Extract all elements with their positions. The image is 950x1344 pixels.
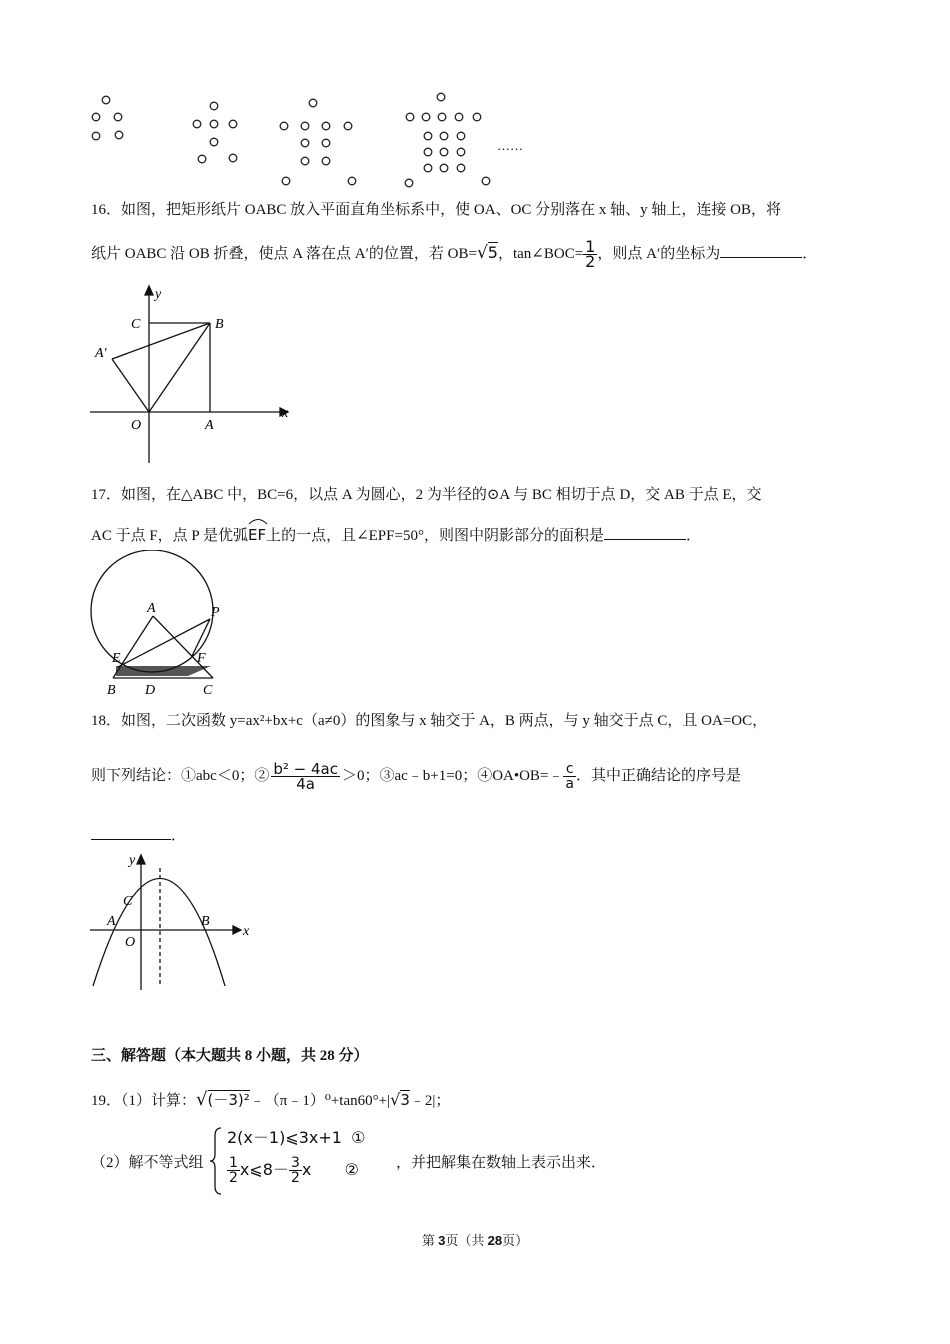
pattern-dot bbox=[422, 113, 430, 121]
q16-y-arrow bbox=[145, 286, 153, 295]
q17-answer-blank bbox=[604, 525, 686, 540]
q19-part1 bbox=[91, 1089, 450, 1112]
q18-frac2-den: a bbox=[565, 776, 574, 792]
pattern-dot bbox=[406, 113, 414, 121]
q17-text2b: 上的一点，且∠EPF=50°，则图中阴影部分的面积是 bbox=[266, 528, 604, 544]
sqrt-symbol: √ bbox=[196, 1089, 208, 1110]
q19-ineq2-frac2 bbox=[289, 1156, 302, 1185]
pattern-ellipsis: …… bbox=[497, 138, 523, 153]
q18-frac-num: b² − 4ac bbox=[273, 760, 338, 778]
q19-sqrt3-content: 3 bbox=[400, 1091, 410, 1109]
q18-figure bbox=[85, 850, 260, 995]
q16-text2c: ，则点 A′的坐标为 bbox=[597, 245, 721, 262]
q17-text1: 17．如图，在△ABC 中，BC=6，以点 A 为圆心，2 为半径的⊙A 与 BC 相切于点 D，交 AB 于点 E，交 bbox=[91, 487, 762, 503]
footer-page-number: 3 bbox=[438, 1233, 446, 1248]
q19-part1-end: ﹣2|； bbox=[409, 1093, 451, 1109]
q18-line1 bbox=[91, 710, 767, 732]
footer-pre: 第 bbox=[421, 1233, 439, 1248]
q17-label-D: D bbox=[145, 683, 156, 698]
q18-text2b: ＞0；③ac﹣b+1=0；④OA•OB=﹣ bbox=[341, 767, 564, 784]
q16-label-A: A bbox=[205, 418, 214, 433]
q16-figure bbox=[85, 283, 295, 468]
q16-line1 bbox=[91, 199, 781, 221]
pattern-dot bbox=[210, 102, 218, 110]
q17-label-A: A bbox=[147, 601, 156, 616]
q17-label-P: P bbox=[211, 605, 220, 620]
pattern-dot bbox=[473, 113, 481, 121]
q16-label-B: B bbox=[215, 317, 224, 332]
pattern-dot bbox=[115, 131, 123, 139]
q19-ineq2-num1: 1 bbox=[229, 1155, 238, 1171]
q17-line1 bbox=[91, 484, 762, 506]
q18-period: ． bbox=[171, 828, 187, 844]
pattern-dot bbox=[437, 93, 445, 101]
pattern-dot bbox=[280, 122, 288, 130]
q19-part2-label: （2）解不等式组 bbox=[91, 1155, 204, 1171]
pattern-dot bbox=[92, 113, 100, 121]
pattern-dot bbox=[457, 164, 465, 172]
q18-text2c: ．其中正确结论的序号是 bbox=[576, 767, 742, 784]
q16-fraction bbox=[583, 237, 597, 271]
q17-label-F: F bbox=[197, 651, 206, 666]
q16-line-OB bbox=[149, 323, 210, 412]
pattern-dot bbox=[114, 113, 122, 121]
sqrt-symbol: √ bbox=[390, 1090, 401, 1109]
q17-arc-label: EF bbox=[247, 526, 267, 544]
q16-frac-num: 1 bbox=[585, 237, 596, 256]
q16-line2 bbox=[91, 237, 818, 271]
q18-parabola bbox=[93, 879, 225, 987]
q19-ineq2-text: x⩽8－ bbox=[239, 1160, 289, 1179]
q16-text1: 16．如图，把矩形纸片 OABC 放入平面直角坐标系中，使 OA、OC 分别落在 x 轴、y 轴上，连接 OB，将 bbox=[91, 202, 782, 218]
q18-label-C: C bbox=[123, 894, 133, 909]
pattern-dot bbox=[210, 138, 218, 146]
pattern-dot bbox=[482, 177, 490, 185]
footer-post: 页） bbox=[502, 1233, 529, 1248]
q19-part1-text: ﹣（π﹣1）⁰+tan60°+| bbox=[249, 1093, 391, 1109]
q18-answer-blank bbox=[91, 825, 171, 840]
q16-label-C: C bbox=[131, 317, 141, 332]
q16-line-OA1 bbox=[112, 359, 149, 412]
q18-fraction2 bbox=[563, 762, 576, 791]
q19-ineq2-den1: 2 bbox=[229, 1170, 238, 1186]
q18-x-arrow bbox=[233, 926, 241, 934]
pattern-dot bbox=[440, 164, 448, 172]
q16-label-y: y bbox=[155, 287, 162, 302]
footer-total-pages: 28 bbox=[487, 1233, 503, 1248]
sqrt-symbol: √ bbox=[476, 242, 488, 263]
q19-part1-label: 19．（1）计算： bbox=[91, 1093, 197, 1109]
pattern-dot bbox=[229, 120, 237, 128]
pattern-dot bbox=[322, 139, 330, 147]
q17-arc-EF bbox=[248, 522, 266, 547]
q17-line2 bbox=[91, 522, 701, 547]
q16-label-x: x bbox=[282, 406, 289, 421]
pattern-dot bbox=[440, 132, 448, 140]
section3-title: 三、解答题（本大题共 8 小题，共 28 分） bbox=[91, 1048, 369, 1064]
pattern-dot bbox=[282, 177, 290, 185]
pattern-dot bbox=[229, 154, 237, 162]
q16-sqrt-value: 5 bbox=[487, 242, 498, 262]
pattern-dot bbox=[440, 148, 448, 156]
pattern-dot bbox=[457, 132, 465, 140]
pattern-dot bbox=[102, 96, 110, 104]
pattern-dot bbox=[301, 157, 309, 165]
q16-text2b: ，tan∠BOC= bbox=[497, 245, 584, 262]
q17-text2a: AC 于点 F，点 P 是优弧 bbox=[91, 528, 248, 544]
pattern-dot bbox=[198, 155, 206, 163]
q19-ineq1-tag: ① bbox=[351, 1128, 366, 1147]
q17-label-B: B bbox=[107, 683, 116, 698]
pattern-dot bbox=[424, 132, 432, 140]
footer-mid: 页（共 bbox=[445, 1233, 488, 1248]
q19-inequality-2 bbox=[227, 1156, 359, 1185]
q18-label-x: x bbox=[243, 924, 250, 939]
pattern-dot bbox=[438, 113, 446, 121]
q19-part2-end: ，并把解集在数轴上表示出来． bbox=[396, 1155, 607, 1171]
q19-ineq2-num2: 3 bbox=[290, 1155, 300, 1171]
arc-symbol bbox=[248, 517, 268, 525]
q19-sqrt-content: (－3)² bbox=[207, 1091, 250, 1109]
q19-ineq2-var: x bbox=[301, 1160, 312, 1179]
q16-line-A1B bbox=[112, 323, 210, 359]
q17-period: ． bbox=[685, 528, 701, 544]
q17-label-C: C bbox=[203, 683, 213, 698]
q18-y-arrow bbox=[137, 855, 145, 864]
pattern-dot bbox=[301, 122, 309, 130]
q18-text2a: 则下列结论：①abc＜0；② bbox=[91, 767, 270, 784]
pattern-dot bbox=[309, 99, 317, 107]
q18-label-y: y bbox=[129, 853, 136, 868]
q18-fraction bbox=[271, 762, 340, 791]
page-footer bbox=[0, 1230, 950, 1249]
pattern-dot bbox=[424, 164, 432, 172]
q16-label-O: O bbox=[131, 418, 142, 433]
q16-label-A1: A′ bbox=[95, 346, 107, 361]
q19-ineq2-frac1 bbox=[227, 1156, 240, 1185]
pattern-dot bbox=[92, 132, 100, 140]
pattern-dot bbox=[301, 139, 309, 147]
system-brace bbox=[209, 1126, 223, 1196]
pattern-dot bbox=[405, 179, 413, 187]
pattern-dot bbox=[455, 113, 463, 121]
q19-inequality-1 bbox=[227, 1125, 365, 1148]
q18-label-A: A bbox=[107, 914, 116, 929]
q18-label-B: B bbox=[201, 914, 210, 929]
q18-frac-den: 4a bbox=[296, 775, 316, 793]
pattern-dot bbox=[322, 157, 330, 165]
q18-line2 bbox=[91, 762, 741, 791]
q19-ineq2-den2: 2 bbox=[290, 1170, 300, 1186]
q18-frac2-num: c bbox=[563, 762, 576, 777]
pattern-dot bbox=[457, 148, 465, 156]
q18-line3 bbox=[91, 825, 186, 847]
dot-pattern-figure bbox=[85, 88, 535, 190]
pattern-dot bbox=[424, 148, 432, 156]
q16-text2a: 纸片 OABC 沿 OB 折叠，使点 A 落在点 A′的位置，若 OB= bbox=[91, 245, 477, 262]
q17-label-E: E bbox=[112, 651, 121, 666]
pattern-dot bbox=[210, 120, 218, 128]
pattern-dot bbox=[344, 122, 352, 130]
q18-label-O: O bbox=[125, 935, 136, 950]
q16-answer-blank bbox=[720, 243, 802, 258]
q16-frac-den: 2 bbox=[585, 252, 596, 271]
q19-part2 bbox=[91, 1124, 691, 1196]
pattern-dot bbox=[322, 122, 330, 130]
q19-ineq2-tag: ② bbox=[344, 1160, 359, 1179]
q16-period: ． bbox=[802, 245, 818, 262]
q19-ineq1-text: 2(x－1)⩽3x+1 bbox=[227, 1128, 342, 1147]
q17-figure bbox=[85, 550, 235, 700]
pattern-dot bbox=[193, 120, 201, 128]
q18-text1: 18．如图，二次函数 y=ax²+bx+c（a≠0）的图象与 x 轴交于 A，B 两点，与 y 轴交于点 C，且 OA=OC， bbox=[91, 713, 768, 729]
pattern-dot bbox=[348, 177, 356, 185]
